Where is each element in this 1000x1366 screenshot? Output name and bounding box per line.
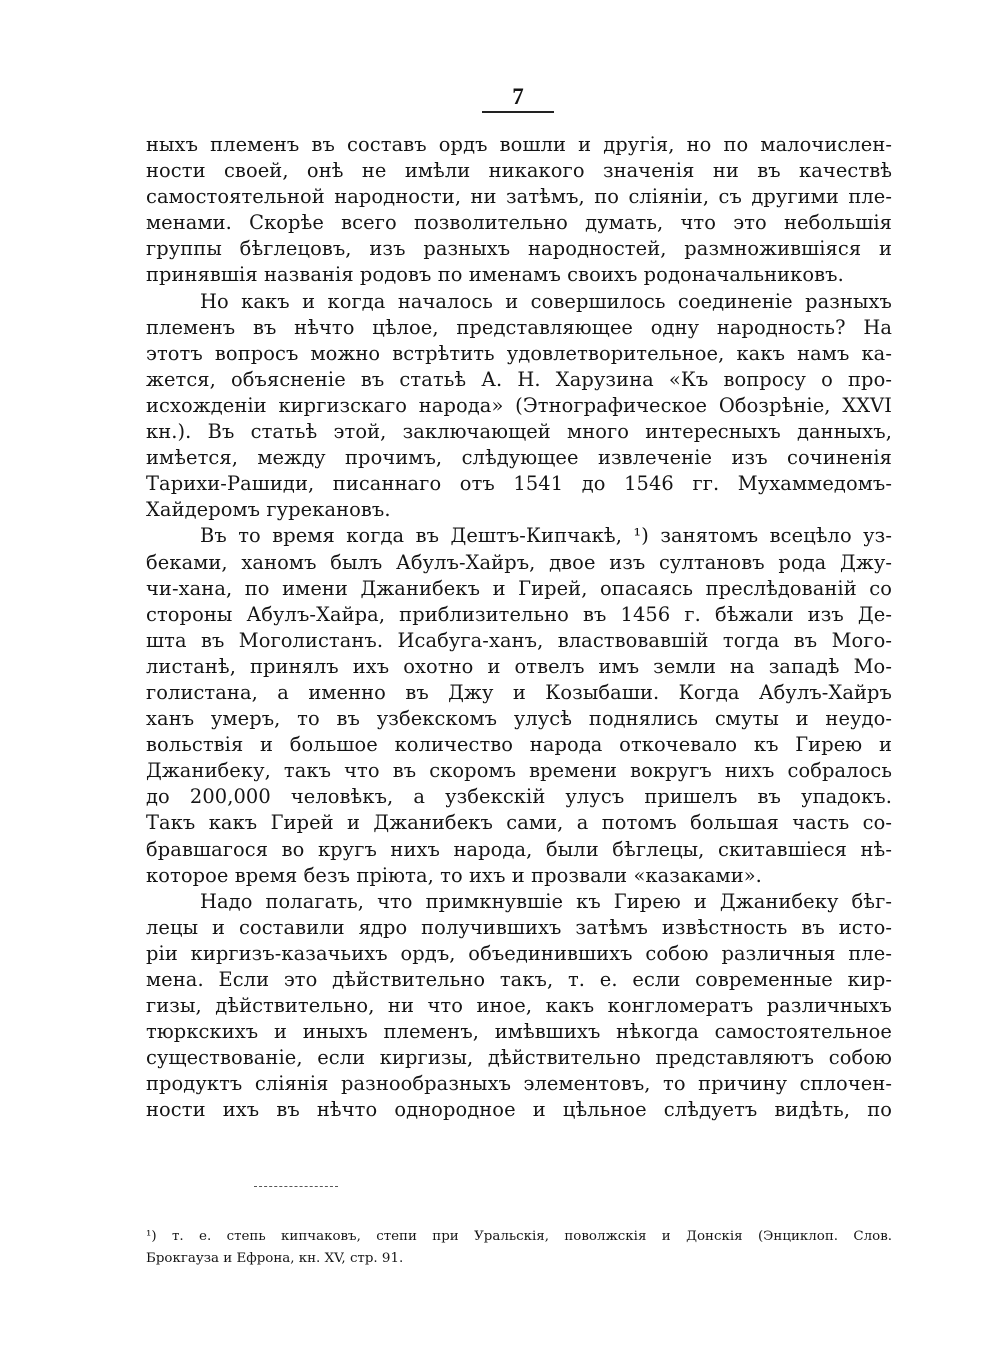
page-number-rule xyxy=(482,111,554,113)
text-line: до 200,000 человѣкъ, а узбекскій улусъ пришелъ въ упадокъ. xyxy=(146,785,892,809)
text-line: гизы, дѣйствительно, ни что иное, какъ конгломератъ различныхъ xyxy=(146,994,892,1018)
text-line: бравшагося во кругъ нихъ народа, были бѣглецы, скитавшіеся нѣ- xyxy=(146,837,892,861)
footnote xyxy=(146,1226,892,1270)
text-line: листанѣ, принялъ ихъ охотно и отвелъ имъ земли на западѣ Мо- xyxy=(146,654,892,678)
text-line: менами. Скорѣе всего позволительно думать, что это небольшія xyxy=(146,211,892,235)
text-line: Такъ какъ Гирей и Джанибекъ сами, а потомъ большая часть со- xyxy=(146,811,892,835)
text-line: ности своей, онѣ не имѣли никакого значенія ни въ качествѣ xyxy=(146,159,892,183)
text-line: чи-хана, по имени Джанибекъ и Гирей, опасаясь преслѣдованій со xyxy=(146,576,892,600)
text-line: лецы и составили ядро получившихъ затѣмъ извѣстность въ исто- xyxy=(146,915,892,939)
text-line: имѣется, между прочимъ, слѣдующее извлеченіе изъ сочиненія xyxy=(146,446,892,470)
text-line: самостоятельной народности, ни затѣмъ, по сліяніи, съ другими пле- xyxy=(146,185,892,209)
text-line: Надо полагать, что примкнувшіе къ Гирею и Джанибеку бѣг- xyxy=(200,889,892,913)
text-line: племенъ въ нѣчто цѣлое, представляющее одну народность? На xyxy=(146,315,892,339)
text-line: голистана, а именно въ Джу и Козыбаши. Когда Абулъ-Хайръ xyxy=(146,680,892,704)
text-line: Въ то время когда въ Дештъ-Кипчакѣ, ¹) занятомъ всецѣло уз- xyxy=(200,524,892,548)
text-line: вольствія и большое количество народа откочевало къ Гирею и xyxy=(146,733,892,757)
text-line: Джанибеку, такъ что въ скоромъ времени вокругъ нихъ собралось xyxy=(146,759,892,783)
footnote-separator xyxy=(254,1186,338,1187)
text-line: которое время безъ пріюта, то ихъ и прозвали «казаками». xyxy=(146,863,762,887)
text-line: этотъ вопросъ можно встрѣтить удовлетворительное, какъ намъ ка- xyxy=(146,341,892,365)
text-line: тюркскихъ и иныхъ племенъ, имѣвшихъ нѣкогда самостоятельное xyxy=(146,1020,892,1044)
text-line: существованіе, если киргизы, дѣйствительно представляютъ собою xyxy=(146,1046,892,1070)
text-line: продуктъ сліянія разнообразныхъ элементовъ, то причину сплочен- xyxy=(146,1072,892,1096)
text-line: ріи киргизъ-казачьихъ ордъ, объединившихъ собою различныя пле- xyxy=(146,941,892,965)
text-line: Но какъ и когда началось и совершилось соединеніе разныхъ xyxy=(200,289,892,313)
footnote-line: ¹) т. е. степь кипчаковъ, степи при Уральскія, поволжскія и Донскія (Энциклоп. Слов. xyxy=(146,1229,892,1244)
text-line: Тарихи-Рашиди, писаннаго отъ 1541 до 1546 гг. Мухаммедомъ- xyxy=(146,472,892,496)
text-line: Хайдеромъ гурекановъ. xyxy=(146,498,391,522)
text-line: ности ихъ въ нѣчто однородное и цѣльное слѣдуетъ видѣть, по xyxy=(146,1098,892,1122)
text-line: принявшія названія родовъ по именамъ своихъ родоначальниковъ. xyxy=(146,263,844,287)
page-number: 7 xyxy=(512,84,524,109)
text-line: группы бѣглецовъ, изъ разныхъ народностей, размножившіяся и xyxy=(146,237,892,261)
text-line: мена. Если это дѣйствительно такъ, т. е. если современные кир- xyxy=(146,968,892,991)
text-line: ныхъ племенъ въ составъ ордъ вошли и другія, но по малочислен- xyxy=(146,133,892,156)
footnote-line: Брокгауза и Ефрона, кн. XV, стр. 91. xyxy=(146,1251,404,1266)
text-line: беками, ханомъ былъ Абулъ-Хайръ, двое изъ султановъ рода Джу- xyxy=(146,550,892,574)
text-line: кн.). Въ статьѣ этой, заключающей много интересныхъ данныхъ, xyxy=(146,420,892,444)
text-line: жется, объясненіе въ статьѣ А. Н. Харузина «Къ вопросу о про- xyxy=(146,367,892,391)
body-text xyxy=(146,132,892,1124)
text-line: шта въ Моголистанъ. Исабуга-ханъ, властвовавшій тогда въ Мого- xyxy=(146,628,892,652)
text-line: исхожденіи киргизскаго народа» (Этнографическое Обозрѣніе, XXVI xyxy=(146,393,892,417)
text-line: стороны Абулъ-Хайра, приблизительно въ 1456 г. бѣжали изъ Де- xyxy=(146,602,892,626)
text-line: ханъ умеръ, то въ узбекскомъ улусѣ поднялись смуты и неудо- xyxy=(146,707,892,731)
